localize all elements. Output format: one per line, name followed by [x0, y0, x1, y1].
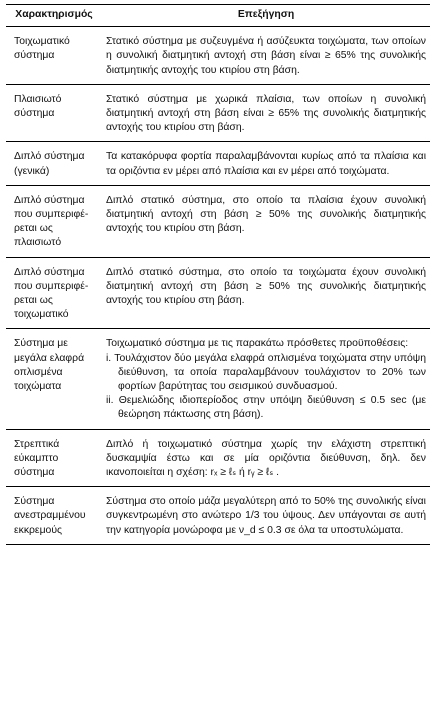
term-line: οπλισμένα	[14, 366, 63, 378]
term-line: σύστημα	[14, 467, 55, 479]
row-description: Διπλό ή τοιχωματικό σύστημα χωρίς την ελάχιστη στρεπτική δυσκαμψία έστω και σε μία οριζόντια διεύθυνση, δηλ. δεν ικανοποιείται η σχέση: rₓ ≥ ℓₛ ή rᵧ ≥ ℓₛ .	[102, 429, 430, 487]
term-line: Σύστημα	[14, 496, 55, 508]
term-line: Διπλό σύστημα	[14, 151, 85, 163]
row-description: Διπλό στατικό σύστημα, στο οποίο τα πλαίσια έχουν συνολική διατμητική αντοχή στη βάση ≥ 50% της συνολικής διατμητικής αντοχής του κτιρίου στη βάση.	[102, 185, 430, 257]
row-term	[6, 27, 102, 85]
term-line: πλαισιωτό	[14, 237, 62, 249]
table-row	[6, 329, 430, 429]
term-line: Πλαισιωτό	[14, 93, 62, 105]
row-term	[6, 84, 102, 142]
table-row	[6, 142, 430, 185]
term-line: Τοιχωματικό	[14, 36, 70, 48]
term-line: σύστημα	[14, 50, 55, 62]
row-term	[6, 429, 102, 487]
list-item: ii. Θεμελιώδης ιδιοπερίοδος στην υπόψη διεύθυνση ≤ 0.5 sec (με θεώρηση πάκτωσης στη βάση).	[106, 395, 426, 421]
term-line: Στρεπτικά	[14, 438, 60, 450]
row-description: Σύστημα στο οποίο μάζα μεγαλύτερη από το 50% της συνολικής είναι συγκεντρωμένη στο ανώτερο 1/3 του ύψους. Δεν υπάγονται σε αυτή την κατηγορία μονώροφα με ν_d ≤ 0.3 σε όλα τα υποστυλώματα.	[102, 487, 430, 545]
term-line: ρεται ως	[14, 223, 53, 235]
term-line: ρεται ως	[14, 295, 53, 307]
term-line: σύστημα	[14, 108, 55, 120]
header-description: Επεξήγηση	[102, 5, 430, 27]
row-description: Διπλό στατικό σύστημα, στο οποίο τα τοιχώματα έχουν συνολική διατμητική αντοχή στη βάση ≥ 50% της συνολικής διατμητικής αντοχής του κτιρίου στη βάση.	[102, 257, 430, 329]
term-line: μεγάλα ελαφρά	[14, 352, 85, 364]
list-item: i. Τουλάχιστον δύο μεγάλα ελαφρά οπλισμένα τοιχώματα στην υπόψη διεύθυνση, τα οποία παραλαμβάνουν τουλάχιστον το 20% των φορτίων βαρύτητας του σεισμικού συνδυασμού.	[106, 352, 426, 393]
table-row	[6, 429, 430, 487]
row-description: Τα κατακόρυφα φορτία παραλαμβάνονται κυρίως από τα πλαίσια και τα οριζόντια εν μέρει από πλαίσια και εν μέρει από τοιχώματα.	[102, 142, 430, 185]
table-header-row	[6, 5, 430, 27]
term-line: που συμπεριφέ-	[14, 280, 89, 292]
row-description: Στατικό σύστημα με χωρικά πλαίσια, των οποίων η συνολική διατμητική αντοχή στη βάση είναι ≥ 65% της συνολικής διατμητικής αντοχής του κτιρίου στη βάση.	[102, 84, 430, 142]
row-description	[102, 329, 430, 429]
term-line: που συμπεριφέ-	[14, 209, 89, 221]
term-line: (γενικά)	[14, 165, 50, 177]
term-line: εύκαμπτο	[14, 452, 59, 464]
term-line: ανεστραμμένου	[14, 510, 86, 522]
term-line: εκκρεμούς	[14, 524, 63, 536]
row-description: Στατικό σύστημα με συζευγμένα ή ασύζευκτα τοιχώματα, των οποίων η συνολική διατμητική αντοχή στη βάση είναι ≥ 65% της συνολικής διατμητικής αντοχής του κτιρίου στη βάση.	[102, 27, 430, 85]
row-term	[6, 257, 102, 329]
header-term: Χαρακτηρισμός	[6, 5, 102, 27]
table-row	[6, 27, 430, 85]
term-line: Διπλό σύστημα	[14, 194, 85, 206]
term-line: τοιχώματα	[14, 381, 62, 393]
term-line: Σύστημα με	[14, 338, 68, 350]
row-term	[6, 185, 102, 257]
table-row	[6, 257, 430, 329]
table-row	[6, 185, 430, 257]
row-term	[6, 329, 102, 429]
row-term	[6, 487, 102, 545]
row-term	[6, 142, 102, 185]
term-line: Διπλό σύστημα	[14, 266, 85, 278]
table-row	[6, 84, 430, 142]
description-intro: Τοιχωματικό σύστημα με τις παρακάτω πρόσθετες προϋποθέσεις:	[106, 338, 409, 350]
term-line: τοιχωματικό	[14, 309, 69, 321]
table-row	[6, 487, 430, 545]
classification-table	[6, 4, 430, 545]
